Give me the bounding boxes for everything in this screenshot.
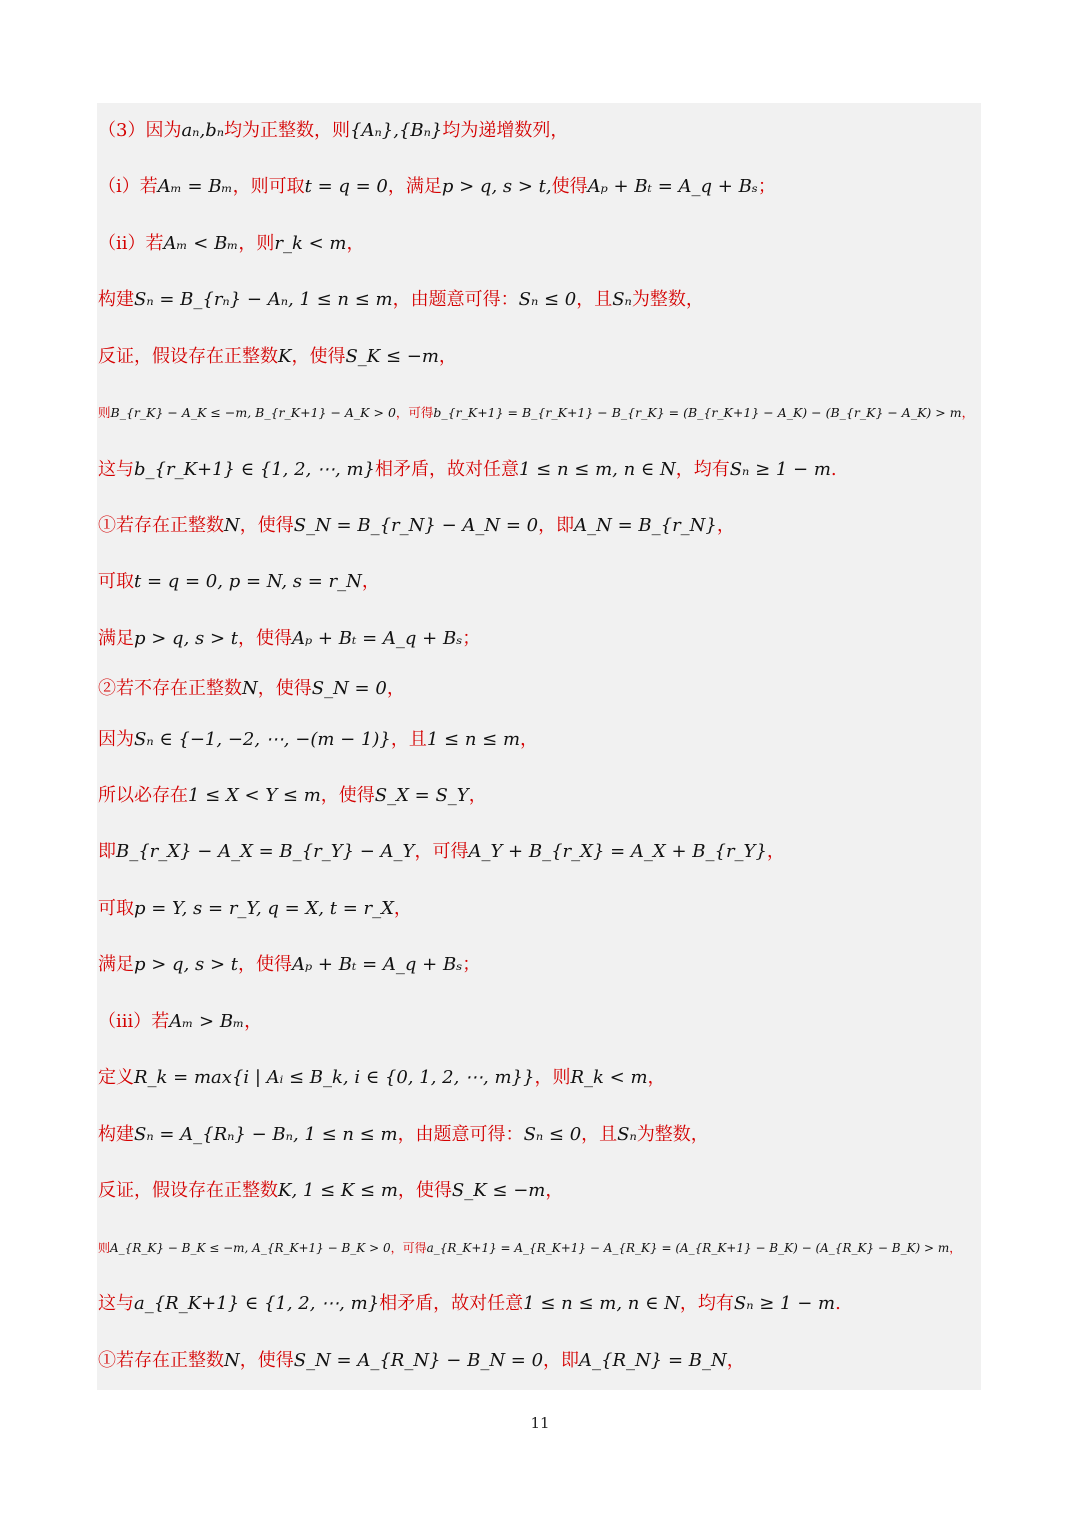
solution-line: 满足p > q, s > t，使得Aₚ + Bₜ = A_q + Bₛ； (98, 628, 481, 649)
solution-line: （3）因为aₙ,bₙ均为正整数，则{Aₙ},{Bₙ}均为递增数列， (98, 120, 569, 141)
solution-line: 因为Sₙ ∈ {−1, −2, ⋯, −(m − 1)}，且1 ≤ n ≤ m， (98, 729, 539, 750)
solution-line: 这与b_{r_K+1} ∈ {1, 2, ⋯, m}相矛盾，故对任意1 ≤ n ≤ m, n ∈ N，均有Sₙ ≥ 1 − m. (98, 459, 837, 480)
page-number: 11 (530, 1414, 550, 1432)
solution-line: 满足p > q, s > t，使得Aₚ + Bₜ = A_q + Bₛ； (98, 954, 481, 975)
solution-line: 即B_{r_X} − A_X = B_{r_Y} − A_Y，可得A_Y + B_{r_X} = A_X + B_{r_Y}， (98, 841, 785, 862)
solution-line: （ii）若Aₘ < Bₘ，则r_k < m， (98, 233, 365, 254)
solution-line: ②若不存在正整数N，使得S_N = 0， (98, 678, 405, 699)
solution-line: 则A_{R_K} − B_K ≤ −m, A_{R_K+1} − B_K > 0，可得a_{R_K+1} = A_{R_K+1} − A_{R_K} = (A_{R_K+1} − B_K) − (A_{R_K} − B_K) > m， (98, 1241, 962, 1255)
solution-line: 可取p = Y, s = r_Y, q = X, t = r_X， (98, 898, 412, 919)
solution-line: 可取t = q = 0, p = N, s = r_N， (98, 571, 380, 592)
solution-line: 定义R_k = max{i | Aᵢ ≤ B_k, i ∈ {0, 1, 2, ⋯, m}}，则R_k < m， (98, 1067, 666, 1088)
solution-line: 构建Sₙ = A_{Rₙ} − Bₙ, 1 ≤ n ≤ m，由题意可得：Sₙ ≤ 0，且Sₙ为整数， (98, 1124, 709, 1145)
solution-line: （i）若Aₘ = Bₘ，则可取t = q = 0，满足p > q, s > t,使得Aₚ + Bₜ = A_q + Bₛ； (98, 176, 776, 197)
solution-line: 所以必存在1 ≤ X < Y ≤ m，使得S_X = S_Y， (98, 785, 487, 806)
solution-line: 反证，假设存在正整数K, 1 ≤ K ≤ m，使得S_K ≤ −m， (98, 1180, 564, 1201)
solution-line: ①若存在正整数N，使得S_N = B_{r_N} − A_N = 0，即A_N = B_{r_N}， (98, 515, 735, 536)
solution-line: ①若存在正整数N，使得S_N = A_{R_N} − B_N = 0，即A_{R_N} = B_N， (98, 1350, 745, 1371)
solution-line: 则B_{r_K} − A_K ≤ −m, B_{r_K+1} − A_K > 0，可得b_{r_K+1} = B_{r_K+1} − B_{r_K} = (B_{r_K+1} − A_K) − (B_{r_K} − A_K) > m， (98, 405, 975, 420)
solution-line: 这与a_{R_K+1} ∈ {1, 2, ⋯, m}相矛盾，故对任意1 ≤ n ≤ m, n ∈ N，均有Sₙ ≥ 1 − m. (98, 1293, 841, 1314)
solution-line: 构建Sₙ = B_{rₙ} − Aₙ, 1 ≤ n ≤ m，由题意可得：Sₙ ≤ 0，且Sₙ为整数， (98, 289, 704, 310)
solution-line: 反证，假设存在正整数K，使得S_K ≤ −m， (98, 346, 457, 367)
solution-line: （iii）若Aₘ > Bₘ， (98, 1011, 263, 1032)
